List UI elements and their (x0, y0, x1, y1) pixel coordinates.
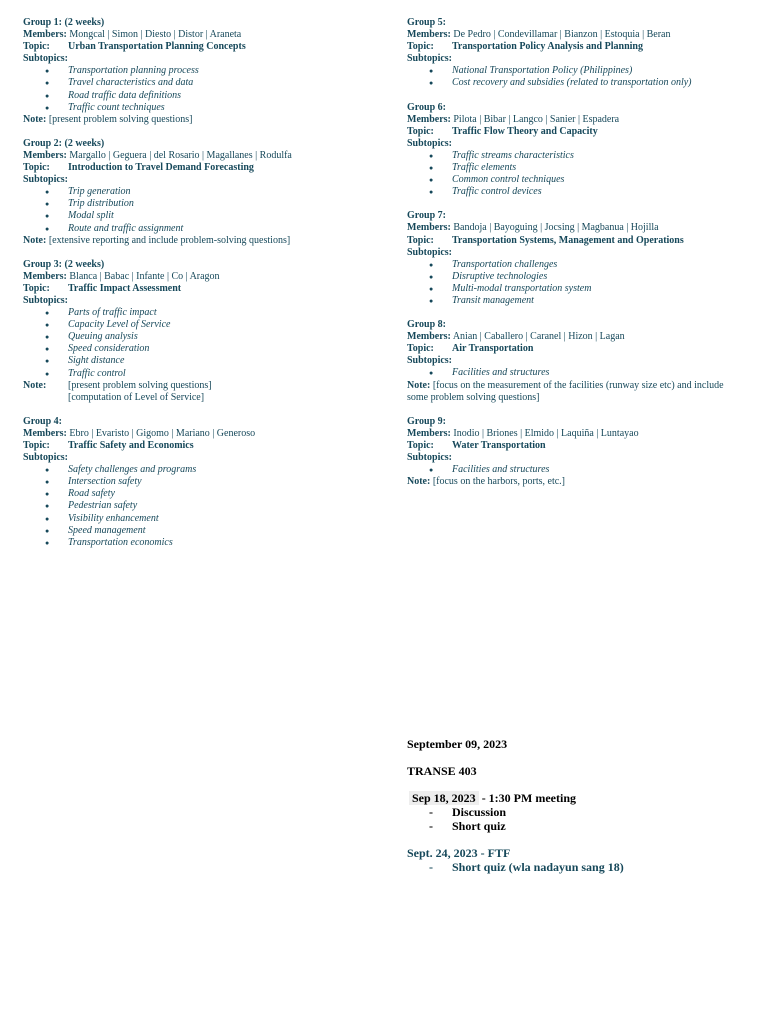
subtopics-label: Subtopics: (407, 355, 453, 367)
subtopic-item: ● Sight distance (23, 355, 373, 367)
members-label: Members: (407, 331, 451, 343)
subtopic-item: ● Traffic count techniques (23, 102, 373, 114)
subtopic-item: ● Multi-modal transportation system (407, 283, 757, 295)
subtopic-item: ● National Transportation Policy (Philippines) (407, 65, 757, 77)
right-column (407, 17, 757, 500)
subtopics-label: Subtopics: (407, 53, 453, 65)
topic-label: Topic: (407, 439, 434, 451)
topic-label: Topic: (23, 41, 50, 53)
subtopic-list (407, 65, 757, 89)
topic-line (23, 283, 373, 295)
members-label: Members: (23, 29, 67, 41)
meeting-item (407, 819, 747, 833)
topic-line (23, 440, 373, 452)
subtopic-list (407, 259, 757, 307)
subtopic-item: ● Traffic streams characteristics (407, 150, 757, 162)
dash-bullet: - (429, 819, 433, 833)
memo-date: September 09, 2023 (407, 737, 508, 751)
ftf-item (407, 860, 747, 874)
members-list: Margallo | Geguera | del Rosario | Magallanes | Rodulfa (69, 149, 292, 161)
topic-text: Traffic Safety and Economics (68, 440, 194, 451)
group-7 (407, 210, 757, 307)
note-line (23, 235, 373, 247)
meeting-item-text: Discussion (452, 805, 507, 819)
members-list: Ebro | Evaristo | Gigomo | Mariano | Generoso (69, 427, 256, 439)
note-line (23, 114, 373, 126)
members-label: Members: (407, 427, 451, 439)
note-text: [computation of Level of Service] (68, 391, 205, 403)
note-line (23, 380, 373, 392)
members-line (407, 428, 757, 440)
topic-line (407, 343, 757, 355)
subtopic-list (23, 65, 373, 113)
note-text: [extensive reporting and include problem-solving questions] (48, 234, 291, 246)
topic-label: Topic: (23, 282, 50, 294)
subtopic-item: ● Road safety (23, 488, 373, 500)
subtopic-item: ● Trip distribution (23, 198, 373, 210)
ftf-heading: Sept. 24, 2023 - FTF (407, 846, 511, 860)
meeting-item (407, 805, 747, 819)
members-list: Bandoja | Bayoguing | Jocsing | Magbanua | Hojilla (453, 222, 659, 234)
group-9 (407, 416, 757, 489)
group-title: Group 7: (407, 210, 446, 222)
subtopic-item: ● Travel characteristics and data (23, 77, 373, 89)
note-text: [present problem solving questions] (48, 113, 193, 125)
subtopic-item: ● Capacity Level of Service (23, 319, 373, 331)
subtopic-item: ● Common control techniques (407, 174, 757, 186)
subtopic-list (23, 186, 373, 234)
topic-label: Topic: (407, 125, 434, 137)
subtopic-item: ● Visibility enhancement (23, 513, 373, 525)
subtopic-item: ● Trip generation (23, 186, 373, 198)
group-3 (23, 259, 373, 404)
members-line (23, 29, 373, 41)
group-title: Group 2: (2 weeks) (23, 137, 105, 149)
dash-bullet: - (429, 805, 433, 819)
subtopic-item: ● Modal split (23, 210, 373, 222)
topic-label: Topic: (407, 343, 434, 355)
topic-line (23, 41, 373, 53)
group-5 (407, 17, 757, 90)
members-line (23, 428, 373, 440)
members-line (407, 222, 757, 234)
subtopics-label: Subtopics: (407, 137, 453, 149)
note-text: [present problem solving questions] (68, 379, 212, 391)
members-label: Members: (23, 149, 67, 161)
subtopics-label: Subtopics: (407, 452, 453, 463)
note-label: Note: (23, 379, 47, 391)
note-label: Note: (407, 379, 431, 391)
group-title: Group 6: (407, 101, 446, 113)
group-4 (23, 416, 373, 549)
subtopic-list (23, 464, 373, 549)
meeting-time: - 1:30 PM meeting (478, 791, 576, 805)
group-title: Group 4: (23, 415, 62, 427)
subtopic-item: ● Traffic control (23, 368, 373, 380)
note-text: [focus on the harbors, ports, etc.] (432, 476, 566, 488)
group-title: Group 1: (2 weeks) (23, 17, 105, 28)
meeting-item-text: Short quiz (452, 819, 506, 833)
members-label: Members: (407, 29, 451, 41)
topic-line (407, 440, 757, 452)
members-label: Members: (407, 113, 451, 125)
topic-label: Topic: (407, 234, 434, 246)
subtopic-item: ● Route and traffic assignment (23, 223, 373, 235)
note-label: Note: (23, 234, 47, 246)
subtopics-label: Subtopics: (407, 246, 453, 258)
subtopics-label: Subtopics: (23, 294, 69, 306)
subtopic-item: ● Traffic control devices (407, 186, 757, 198)
topic-text: Traffic Impact Assessment (68, 282, 182, 294)
subtopic-item: ● Traffic elements (407, 162, 757, 174)
members-label: Members: (23, 427, 67, 439)
topic-label: Topic: (407, 41, 434, 53)
subtopic-item: ● Intersection safety (23, 476, 373, 488)
course-code: TRANSE 403 (407, 764, 477, 778)
members-line (407, 331, 757, 343)
topic-text: Transportation Systems, Management and Operations (452, 234, 684, 246)
subtopics-label: Subtopics: (23, 53, 69, 65)
subtopic-item: ● Queuing analysis (23, 331, 373, 343)
subtopic-item: ● Parts of traffic impact (23, 307, 373, 319)
subtopic-item: ● Speed consideration (23, 343, 373, 355)
meeting-date: Sep 18, 2023 (409, 791, 479, 805)
members-line (23, 150, 373, 162)
group-title: Group 5: (407, 17, 446, 28)
members-label: Members: (23, 270, 67, 282)
subtopic-list (407, 464, 757, 476)
subtopic-item: ● Transportation planning process (23, 65, 373, 77)
subtopic-list (407, 367, 757, 379)
topic-text: Traffic Flow Theory and Capacity (452, 125, 598, 137)
group-8 (407, 319, 757, 404)
members-list: Inodio | Briones | Elmido | Laquiña | Luntayao (453, 427, 639, 439)
group-title: Group 8: (407, 319, 446, 331)
subtopic-item: ● Cost recovery and subsidies (related to transportation only) (407, 77, 757, 89)
members-line (23, 271, 373, 283)
note-label: Note: (23, 113, 47, 125)
note-line (407, 476, 757, 488)
subtopic-item: ● Transportation economics (23, 537, 373, 549)
left-column (23, 17, 373, 561)
dash-bullet: - (429, 860, 433, 874)
subtopic-item: ● Facilities and structures (407, 367, 757, 379)
note-label: Note: (407, 476, 431, 488)
members-line (407, 114, 757, 126)
topic-text: Water Transportation (452, 439, 546, 451)
group-title: Group 3: (2 weeks) (23, 258, 105, 270)
group-1 (23, 17, 373, 126)
subtopic-item: ● Transportation challenges (407, 259, 757, 271)
subtopic-item: ● Pedestrian safety (23, 500, 373, 512)
members-list: Anian | Caballero | Caranel | Hizon | Lagan (452, 331, 625, 343)
members-label: Members: (407, 222, 451, 234)
topic-line (407, 41, 757, 53)
ftf-item-text: Short quiz (wla nadayun sang 18) (452, 860, 624, 874)
group-title: Group 9: (407, 415, 446, 427)
subtopic-list (407, 150, 757, 198)
topic-text: Transportation Policy Analysis and Planning (452, 41, 643, 53)
members-line (407, 29, 757, 41)
topic-line (407, 126, 757, 138)
members-list: Blanca | Babac | Infante | Co | Aragon (69, 270, 220, 282)
topic-text: Urban Transportation Planning Concepts (68, 41, 246, 53)
note-text: [focus on the measurement of the facilities (runway size etc) and include some problem solving questions] (407, 379, 724, 403)
members-list: De Pedro | Condevillamar | Bianzon | Estoquia | Beran (453, 29, 671, 41)
subtopic-item: ● Safety challenges and programs (23, 464, 373, 476)
subtopic-item: ● Facilities and structures (407, 464, 757, 476)
subtopic-item: ● Speed management (23, 525, 373, 537)
topic-text: Introduction to Travel Demand Forecasting (68, 162, 254, 174)
topic-line (407, 235, 757, 247)
group-6 (407, 102, 757, 199)
topic-line (23, 162, 373, 174)
subtopic-item: ● Disruptive technologies (407, 271, 757, 283)
subtopics-label: Subtopics: (23, 452, 69, 464)
subtopic-item: ● Transit management (407, 295, 757, 307)
topic-label: Topic: (23, 440, 50, 451)
group-2 (23, 138, 373, 247)
meeting-line (407, 791, 747, 805)
members-list: Mongcal | Simon | Diesto | Distor | Araneta (69, 29, 242, 41)
subtopic-list (23, 307, 373, 380)
subtopic-item: ● Road traffic data definitions (23, 90, 373, 102)
topic-label: Topic: (23, 162, 50, 174)
schedule-memo (407, 737, 747, 874)
topic-text: Air Transportation (452, 343, 534, 355)
members-list: Pilota | Bibar | Langco | Sanier | Espadera (453, 113, 620, 125)
subtopics-label: Subtopics: (23, 174, 69, 186)
note-line (407, 380, 732, 404)
